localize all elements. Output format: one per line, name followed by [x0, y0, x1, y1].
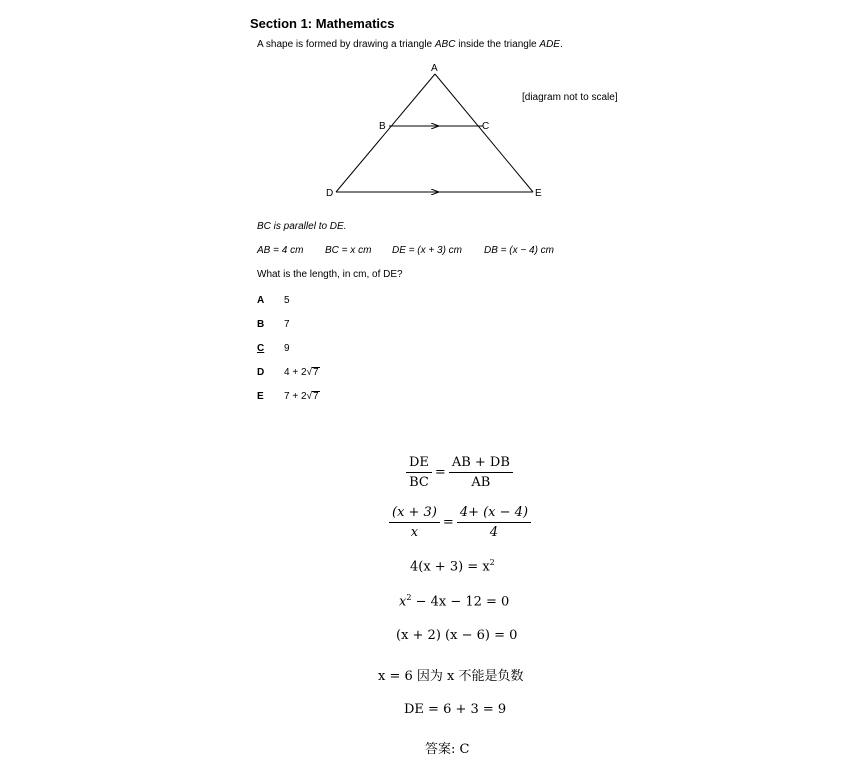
vertex-label-e: E: [535, 188, 542, 199]
option-text: 9: [284, 343, 290, 354]
question-intro: [257, 39, 563, 50]
option-text-prefix: 4 + 2: [284, 367, 307, 378]
given-de: DE = (x + 3) cm: [392, 245, 463, 256]
solution-line-1: [406, 455, 513, 490]
frac-den: BC: [409, 475, 429, 490]
vertex-label-c: C: [482, 121, 490, 132]
triangle-ade: ADE: [539, 39, 560, 50]
solution-line-7: DE = 6 + 3 = 9: [404, 702, 507, 717]
equals-sign: =: [442, 515, 454, 530]
frac-num: (x + 3): [389, 505, 440, 523]
answer-text: 答案: C: [425, 742, 470, 757]
solution-line-5: (x + 2) (x − 6) = 0: [396, 628, 518, 643]
side-ae: [435, 74, 533, 192]
sqrt-icon: √: [306, 367, 313, 378]
option-letter: B: [257, 319, 265, 330]
vertex-label-d: D: [326, 188, 334, 199]
solution-line-6: x = 6 因为 x 不能是负数: [378, 669, 524, 684]
exponent: 2: [406, 593, 412, 602]
frac-num: DE: [406, 455, 432, 473]
intro-text: A shape is formed by drawing a triangle: [257, 39, 435, 50]
equation-text: − 4x − 12 = 0: [411, 594, 510, 610]
vertex-label-a: A: [431, 63, 438, 74]
intro-text: inside the triangle: [455, 39, 540, 50]
section-title: Section 1: Mathematics: [250, 16, 395, 31]
question-text: What is the length, in cm, of DE?: [257, 269, 403, 280]
option-letter: A: [257, 295, 265, 306]
option-letter: D: [257, 367, 265, 378]
option-text: [284, 391, 320, 402]
diagram-note: [diagram not to scale]: [522, 92, 618, 103]
frac-num: AB + DB: [449, 455, 513, 473]
option-text-prefix: 7 + 2: [284, 391, 307, 402]
given-ab: AB = 4 cm: [257, 245, 304, 256]
triangle-diagram: [300, 58, 560, 208]
option-text: [284, 367, 320, 378]
radicand: 7: [313, 367, 319, 378]
triangle-abc: ABC: [434, 39, 456, 50]
radicand: 7: [313, 391, 319, 402]
equals-sign: =: [434, 465, 446, 480]
given-db: DB = (x − 4) cm: [484, 245, 555, 256]
vertex-label-b: B: [379, 121, 386, 132]
frac-den: 4: [489, 525, 499, 540]
exponent: 2: [489, 558, 495, 567]
parallel-statement: BC is parallel to DE.: [257, 221, 347, 232]
side-ad: [336, 74, 435, 192]
option-text: 5: [284, 295, 290, 306]
equation-text: 4(x + 3) = x: [410, 559, 490, 575]
given-bc: BC = x cm: [325, 245, 372, 256]
option-letter-correct: C: [257, 343, 265, 354]
equation-text: x: [399, 594, 407, 610]
solution-line-3: [410, 558, 495, 574]
option-letter: E: [257, 391, 264, 402]
option-text: 7: [284, 319, 290, 330]
frac-den: AB: [471, 475, 491, 490]
given-values: [257, 245, 577, 259]
solution-line-4: [399, 593, 509, 609]
frac-num: 4+ (x − 4): [457, 505, 531, 523]
intro-text: .: [559, 39, 563, 50]
frac-den: x: [410, 525, 419, 540]
sqrt-icon: √: [306, 391, 313, 402]
solution-line-2: [389, 505, 531, 540]
